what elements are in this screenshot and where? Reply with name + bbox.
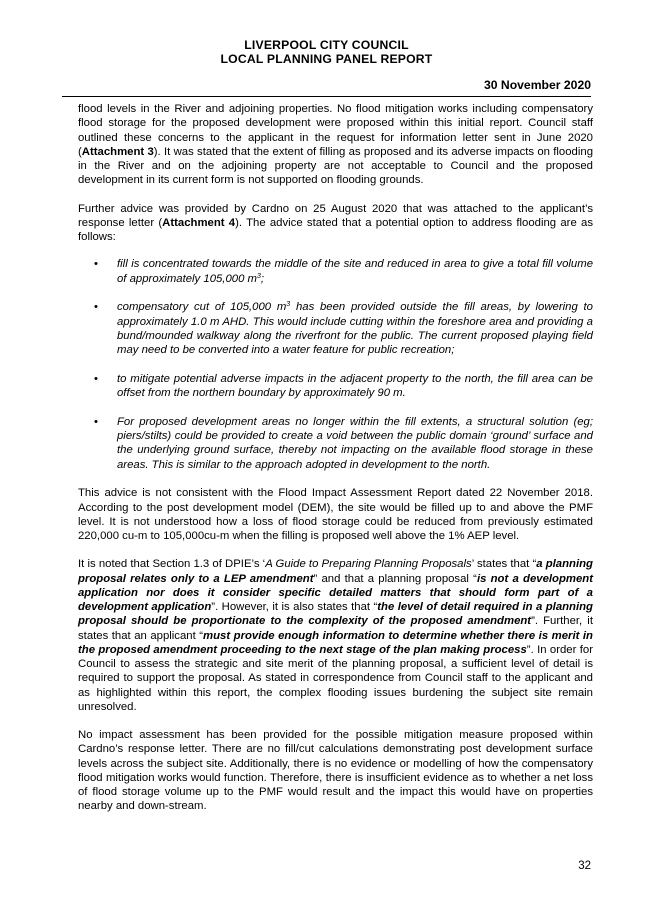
bullet-icon: • <box>94 258 98 271</box>
header-divider <box>62 96 591 97</box>
list-item: • fill is concentrated towards the middle of the site and reduced in area to give a total fill volume of approximately 105,000 $m^3$; <box>94 258 593 285</box>
paragraph-cardno-advice: Further advice was provided by Cardno on 25 August 2020 that was attached to the applicant’s response letter (Attachment 4). The advice stated that a potential option to address flooding are as follows: <box>78 202 593 243</box>
report-date: 30 November 2020 <box>483 78 591 92</box>
list-item: • For proposed development areas no longer within the fill extents, a structural solution (eg; piers/stilts) could be provided to create a void between the public domain ‘ground’ surface and the underlying ground surface, thereby not impacting on the available flood storage in these areas. This is similar to the approach adopted in development to the north. <box>94 415 593 471</box>
attachment-4-ref: Attachment 4 <box>162 216 236 229</box>
paragraph-no-impact-assessment: No impact assessment has been provided for the possible mitigation measure proposed within Cardno’s response letter. There are no fill/cut calculations demonstrating post development surface levels across the subject site. Additionally, there is no evidence or modelling of how the compensatory flood mitigation works would function. Therefore, there is insufficient evidence as to whether a net loss of flood storage volume up to the PMF would result and the impact this would have on properties nearby and down-stream. <box>78 729 593 813</box>
bullet-icon: • <box>94 372 98 385</box>
list-item: • to mitigate potential adverse impacts in the adjacent property to the north, the fill area can be offset from the northern boundary by approximately 90 m. <box>94 372 593 399</box>
bullet-icon: • <box>94 415 98 428</box>
paragraph-dpie-guide: It is noted that Section 1.3 of DPIE’s ‘A Guide to Preparing Planning Proposals’ states that “a planning proposal relates only to a LEP amendment” and that a planning proposal “is not a development application nor does it consider specific detailed matters that should form part of a development application”. However, it is also states that “the level of detail required in a planning proposal should be proportionate to the complexity of the proposed amendment”. Further, it states that an applicant “must provide enough information to determine whether there is merit in the proposed amendment proceeding to the next stage of the plan making process”. In order for Council to assess the strategic and site merit of the planning proposal, a sufficient level of detail is required to support the proposal. As stated in correspondence from Council staff to the applicant and as highlighted within this report, the complex flooding issues burdening the subject site remain unresolved. <box>78 558 593 713</box>
advice-list <box>78 257 593 472</box>
paragraph-inconsistency: This advice is not consistent with the Flood Impact Assessment Report dated 22 November 2018. According to the post development model (DEM), the site would be filled up to and above the PMF level. It is not understood how a loss of flood storage could be reduced from previously estimated 220,000 cu-m to 105,000cu-m when the filling is proposed well above the 1% AEP level. <box>78 487 593 542</box>
paragraph-flood-levels: flood levels in the River and adjoining properties. No flood mitigation works including compensatory flood storage for the proposed development were proposed within this initial report. Council staff outlined these concerns to the applicant in the request for information letter sent in June 2020 (Attachment 3). It was stated that the extent of filling as proposed and its adverse impacts on flooding in the River and on the adjoining property are not acceptable to Council and the proposed development in its current form is not supported on flooding grounds. <box>78 103 594 187</box>
council-name: LIVERPOOL CITY COUNCIL <box>244 38 409 52</box>
report-body <box>78 102 593 828</box>
report-title: LOCAL PLANNING PANEL REPORT <box>220 52 433 66</box>
bullet-icon: • <box>94 301 98 314</box>
page-number: 32 <box>578 860 591 872</box>
list-item: • compensatory cut of 105,000 $m^3$ has been provided outside the fill areas, by lowering to approximately 1.0 m AHD. This would include cutting within the foreshore area and providing a bund/mounded walkway along the riverfront for the public. The current proposed playing field may need to be converted into a water feature for public recreation; <box>94 301 593 356</box>
attachment-3-ref: Attachment 3 <box>81 145 154 158</box>
